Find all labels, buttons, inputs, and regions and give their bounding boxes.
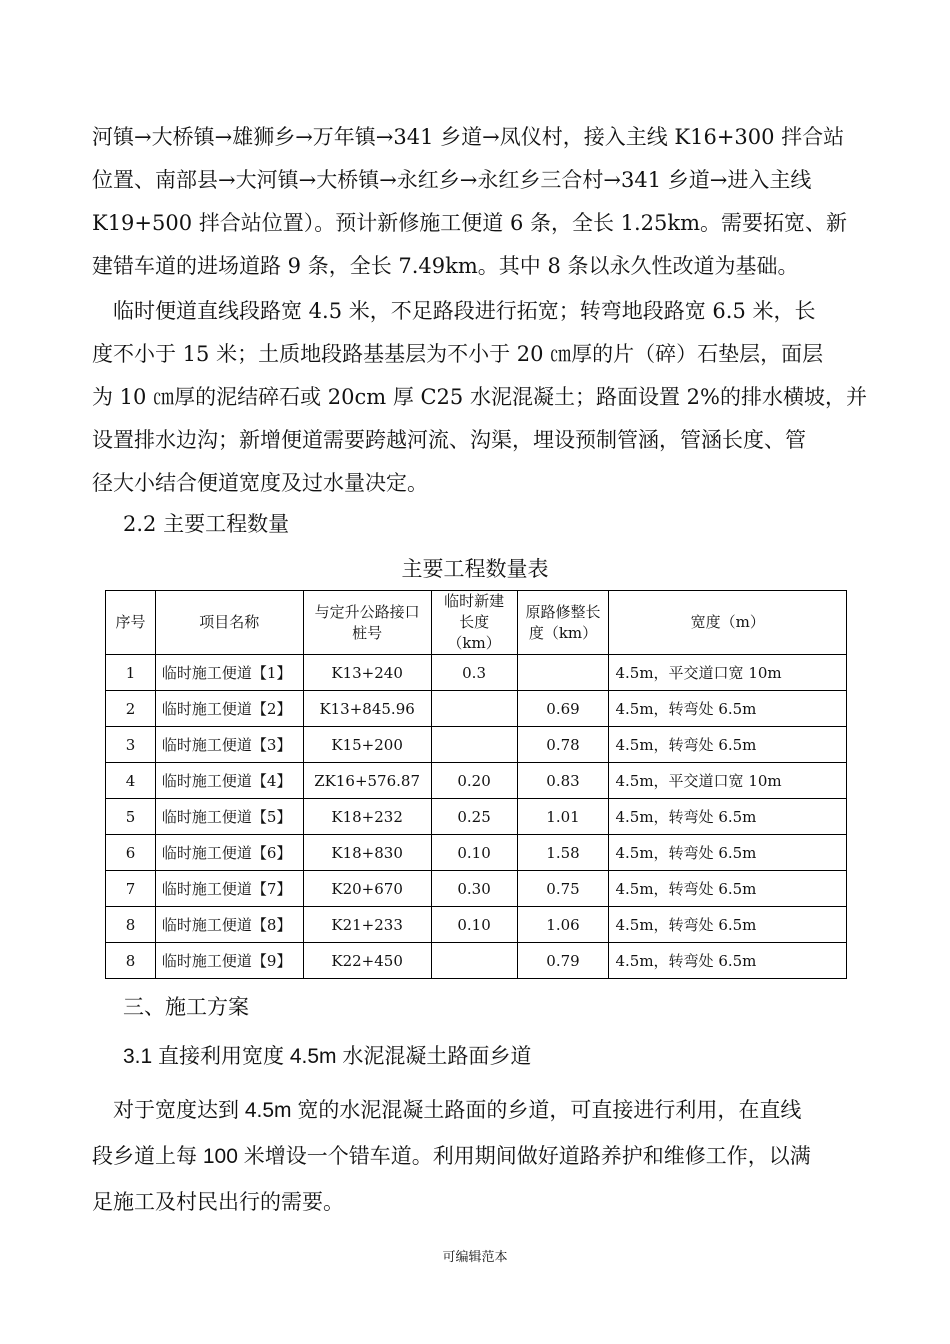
table-row bbox=[106, 799, 847, 835]
text-line: 段乡道上每 100 米增设一个错车道。利用期间做好道路养护和维修工作，以满 bbox=[92, 1145, 811, 1168]
table-cell: 1.01 bbox=[517, 799, 609, 835]
header-cell: 与定升公路接口桩号 bbox=[303, 591, 431, 655]
paragraph-road-spec bbox=[92, 290, 867, 505]
text-line: 临时便道直线段路宽 4.5 米，不足路段进行拓宽；转弯地段路宽 6.5 米，长 bbox=[92, 299, 816, 323]
header-cell: 原路修整长度（km） bbox=[517, 591, 609, 655]
table-cell: K13+845.96 bbox=[303, 691, 431, 727]
table-cell: 临时施工便道【1】 bbox=[155, 655, 303, 691]
table-cell: 0.3 bbox=[431, 655, 517, 691]
table-cell: 临时施工便道【4】 bbox=[155, 763, 303, 799]
table-cell: 临时施工便道【2】 bbox=[155, 691, 303, 727]
table-row bbox=[106, 835, 847, 871]
text-line: 对于宽度达到 4.5m 宽的水泥混凝土路面的乡道，可直接进行利用，在直线 bbox=[92, 1099, 802, 1122]
table-cell: 4.5m，转弯处 6.5m bbox=[609, 871, 847, 907]
text-line: 建错车道的进场道路 9 条，全长 7.49km。其中 8 条以永久性改道为基础。 bbox=[92, 254, 799, 278]
table-cell bbox=[517, 655, 609, 691]
text-line: 径大小结合便道宽度及过水量决定。 bbox=[92, 471, 428, 495]
table-cell: 0.83 bbox=[517, 763, 609, 799]
table-header-row bbox=[106, 591, 847, 655]
table-cell: K15+200 bbox=[303, 727, 431, 763]
table-cell: K13+240 bbox=[303, 655, 431, 691]
table-cell: 4.5m，平交道口宽 10m bbox=[609, 763, 847, 799]
table-row bbox=[106, 943, 847, 979]
section-heading-3: 三、施工方案 bbox=[123, 995, 249, 1019]
table-cell: 临时施工便道【7】 bbox=[155, 871, 303, 907]
table-row bbox=[106, 907, 847, 943]
table-cell: 0.10 bbox=[431, 907, 517, 943]
section-heading-3-1: 3.1 直接利用宽度 4.5m 水泥混凝土路面乡道 bbox=[123, 1045, 532, 1068]
table-cell: 1.06 bbox=[517, 907, 609, 943]
table-cell: 4.5m，平交道口宽 10m bbox=[609, 655, 847, 691]
table-row bbox=[106, 727, 847, 763]
text-line: 为 10 ㎝厚的泥结碎石或 20cm 厚 C25 水泥混凝土；路面设置 2%的排水横坡，并 bbox=[92, 385, 867, 409]
table-cell: 2 bbox=[106, 691, 156, 727]
table-cell: 5 bbox=[106, 799, 156, 835]
text-line: 位置、南部县→大河镇→大桥镇→永红乡→永红乡三合村→341 乡道→进入主线 bbox=[92, 168, 812, 192]
table-cell: 7 bbox=[106, 871, 156, 907]
table-cell: K18+232 bbox=[303, 799, 431, 835]
table-cell: 临时施工便道【9】 bbox=[155, 943, 303, 979]
table-caption: 主要工程数量表 bbox=[401, 557, 549, 581]
table-cell: 4.5m，转弯处 6.5m bbox=[609, 835, 847, 871]
table-cell: 1.58 bbox=[517, 835, 609, 871]
table-cell: 0.20 bbox=[431, 763, 517, 799]
table-cell: K20+670 bbox=[303, 871, 431, 907]
table-cell: 0.78 bbox=[517, 727, 609, 763]
table-row bbox=[106, 763, 847, 799]
header-cell: 宽度（m） bbox=[609, 591, 847, 655]
table-cell bbox=[431, 727, 517, 763]
table-cell: 4.5m，转弯处 6.5m bbox=[609, 799, 847, 835]
table-row bbox=[106, 871, 847, 907]
table-cell: 0.79 bbox=[517, 943, 609, 979]
table-cell bbox=[431, 691, 517, 727]
quantity-table bbox=[105, 590, 847, 979]
table-cell: 临时施工便道【8】 bbox=[155, 907, 303, 943]
text-line: 度不小于 15 米；土质地段路基基层为不小于 20 ㎝厚的片（碎）石垫层，面层 bbox=[92, 342, 824, 366]
table-cell: 0.30 bbox=[431, 871, 517, 907]
text-line: 足施工及村民出行的需要。 bbox=[92, 1191, 344, 1214]
table-cell: 8 bbox=[106, 907, 156, 943]
table-cell: K18+830 bbox=[303, 835, 431, 871]
table-cell: 4.5m，转弯处 6.5m bbox=[609, 907, 847, 943]
table-cell: 8 bbox=[106, 943, 156, 979]
table-cell: 0.75 bbox=[517, 871, 609, 907]
table-cell: 1 bbox=[106, 655, 156, 691]
header-cell: 临时新建长度（km） bbox=[431, 591, 517, 655]
table-cell: 4 bbox=[106, 763, 156, 799]
table-cell: 0.25 bbox=[431, 799, 517, 835]
table-row bbox=[106, 655, 847, 691]
header-cell: 项目名称 bbox=[155, 591, 303, 655]
table-cell: 4.5m，转弯处 6.5m bbox=[609, 943, 847, 979]
table-cell: 临时施工便道【6】 bbox=[155, 835, 303, 871]
section-heading-2-2: 2.2 主要工程数量 bbox=[123, 512, 290, 536]
table-cell: 3 bbox=[106, 727, 156, 763]
paragraph-route-description bbox=[92, 116, 860, 288]
header-cell: 序号 bbox=[106, 591, 156, 655]
table-cell: 4.5m，转弯处 6.5m bbox=[609, 691, 847, 727]
table-cell: K21+233 bbox=[303, 907, 431, 943]
table-cell: 临时施工便道【5】 bbox=[155, 799, 303, 835]
table-cell: 6 bbox=[106, 835, 156, 871]
text-line: 设置排水边沟；新增便道需要跨越河流、沟渠，埋设预制管涵，管涵长度、管 bbox=[92, 428, 806, 452]
page-footer: 可编辑范本 bbox=[442, 1250, 508, 1265]
table-cell: 临时施工便道【3】 bbox=[155, 727, 303, 763]
table-cell: 0.10 bbox=[431, 835, 517, 871]
table-cell: 4.5m，转弯处 6.5m bbox=[609, 727, 847, 763]
paragraph-reuse-road bbox=[92, 1088, 860, 1226]
text-line: K19+500 拌合站位置）。预计新修施工便道 6 条，全长 1.25km。需要拓宽、新 bbox=[92, 211, 848, 235]
table-cell: 0.69 bbox=[517, 691, 609, 727]
table-cell: K22+450 bbox=[303, 943, 431, 979]
table-row bbox=[106, 691, 847, 727]
table-cell bbox=[431, 943, 517, 979]
text-line: 河镇→大桥镇→雄狮乡→万年镇→341 乡道→凤仪村，接入主线 K16+300 拌合站 bbox=[92, 125, 845, 149]
table-cell: ZK16+576.87 bbox=[303, 763, 431, 799]
